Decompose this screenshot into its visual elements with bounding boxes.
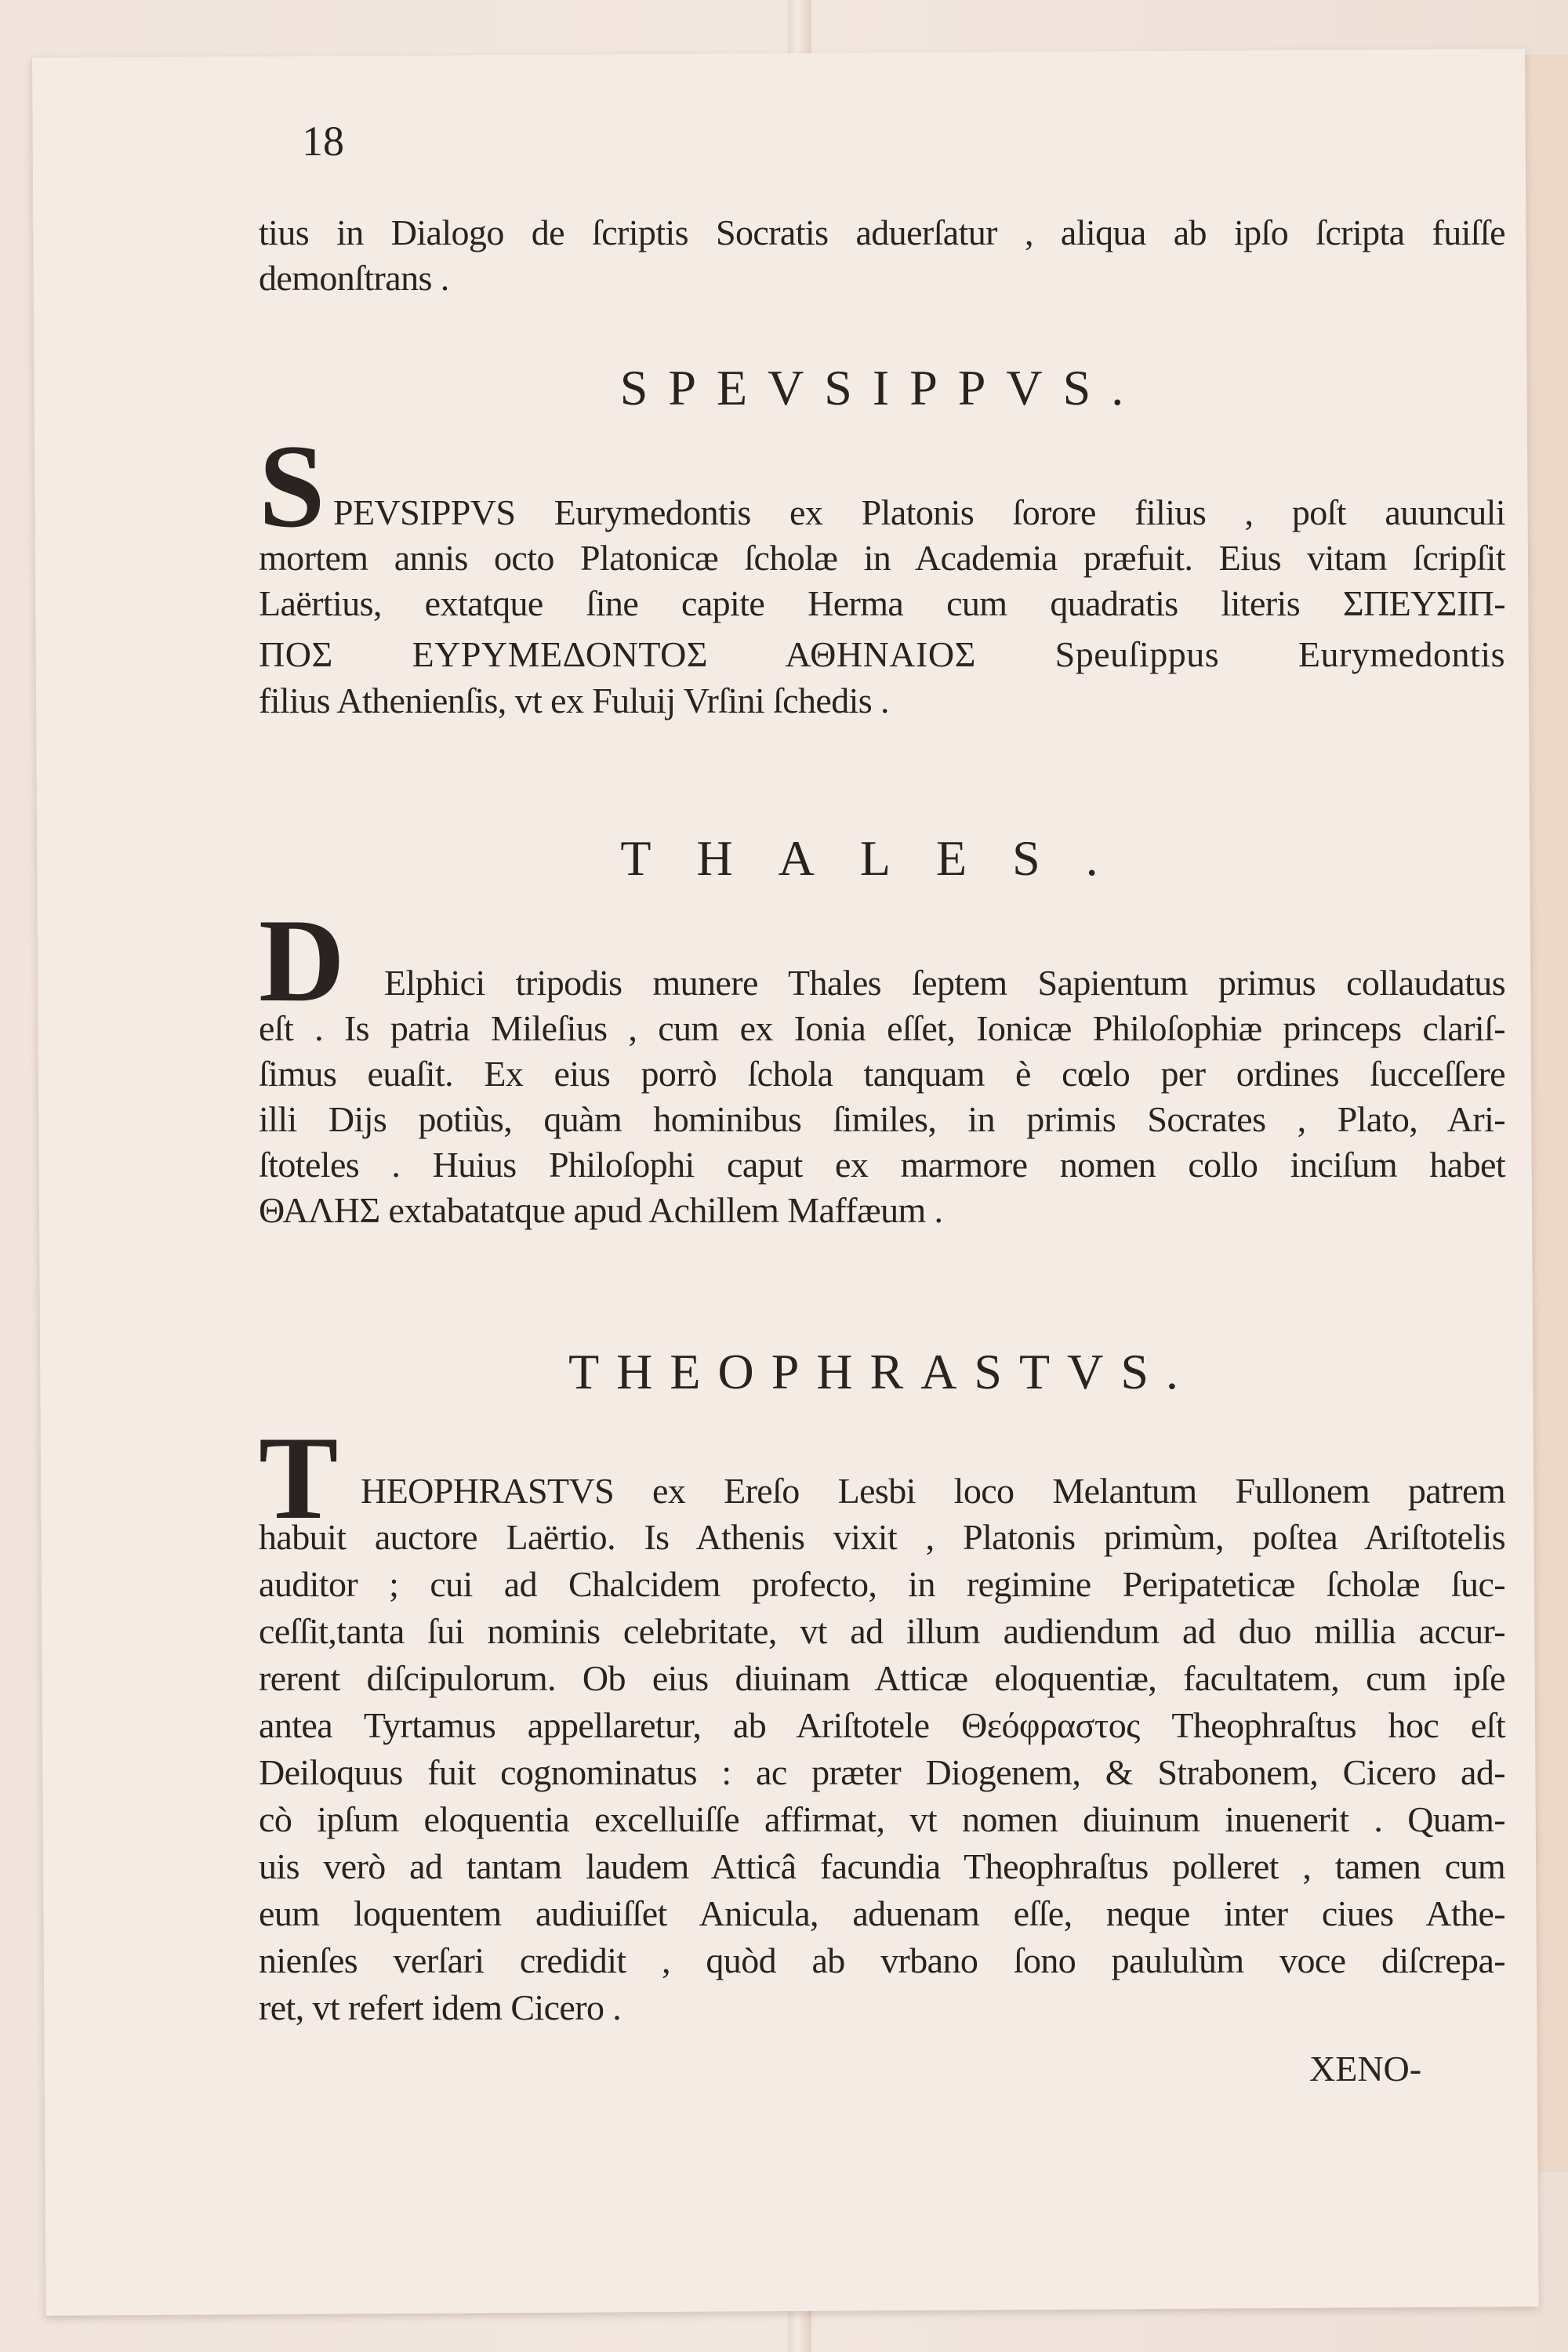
body-line: auditor ; cui ad Chalcidem profecto, in regimine Peripateticæ ſcholæ ſuc- — [259, 1564, 1505, 1604]
drop-cap: D — [259, 895, 345, 1026]
body-line: antea Tyrtamus appellaretur, ab Ariſtotele Θεόφραστος Theophraſtus hoc eſt — [259, 1705, 1505, 1745]
body-line: habuit auctore Laërtio. Is Athenis vixit , Platonis primùm, poſtea Ariſtotelis — [259, 1517, 1505, 1557]
body-line: ſtoteles . Huius Philoſophi caput ex marmore nomen collo inciſum habet — [259, 1145, 1505, 1185]
body-line: nienſes verſari credidit , quòd ab vrbano ſono paululùm voce diſcrepa- — [259, 1940, 1505, 1980]
body-line: PEVSIPPVS Eurymedontis ex Platonis ſorore filius , poſt auunculi — [333, 492, 1505, 532]
body-line: rerent diſcipulorum. Ob eius diuinam Atticæ eloquentiæ, facultatem, cum ipſe — [259, 1658, 1505, 1698]
body-line: Elphici tripodis munere Thales ſeptem Sapientum primus collaudatus — [384, 963, 1505, 1003]
intro-line: demonſtrans . — [259, 258, 449, 298]
section-heading-thales: THALES. — [620, 830, 1144, 886]
body-line: ceſſit,tanta ſui nominis celebritate, vt ad illum audiendum ad duo millia accur- — [259, 1611, 1505, 1651]
body-line: eum loquentem audiuiſſet Anicula, aduenam eſſe, neque inter ciues Athe- — [259, 1893, 1505, 1933]
body-line: ſimus euaſit. Ex eius porrò ſchola tanquam è cœlo per ordines ſucceſſere — [259, 1054, 1505, 1094]
body-line: filius Athenienſis, vt ex Fuluij Vrſini ſchedis . — [259, 681, 889, 720]
body-line: ret, vt refert idem Cicero . — [259, 1987, 622, 2027]
body-line: HEOPHRASTVS ex Ereſo Lesbi loco Melantum Fullonem patrem — [361, 1471, 1505, 1511]
intro-line: tius in Dialogo de ſcriptis Socratis aduerſatur , aliqua ab ipſo ſcripta fuiſſe — [259, 212, 1505, 252]
catchword: XENO- — [1309, 2049, 1422, 2089]
page-number: 18 — [302, 118, 344, 165]
body-line: illi Dijs potiùs, quàm hominibus ſimiles, in primis Socrates , Plato, Ari- — [259, 1099, 1505, 1139]
body-line: cò ipſum eloquentia excelluiſſe affirmat, vt nomen diuinum inuenerit . Quam- — [259, 1799, 1505, 1839]
body-line: Deiloquus fuit cognominatus : ac præter Diogenem, & Strabonem, Cicero ad- — [259, 1752, 1505, 1792]
body-line: ΠΟΣ ΕΥΡΥΜΕΔΟΝΤΟΣ ΑΘΗΝΑΙΟΣ Speuſippus Eurymedontis — [259, 634, 1505, 674]
body-line: eſt . Is patria Mileſius , cum ex Ionia eſſet, Ionicæ Philoſophiæ princeps clariſ- — [259, 1008, 1505, 1048]
drop-cap: S — [259, 420, 325, 552]
section-heading-speusippus: SPEVSIPPVS. — [619, 360, 1145, 416]
drop-cap: T — [259, 1412, 339, 1544]
body-line: mortem annis octo Platonicæ ſcholæ in Academia præfuit. Eius vitam ſcripſit — [259, 538, 1505, 578]
section-heading-theophrastus: THEOPHRASTVS. — [568, 1344, 1196, 1399]
body-line: ΘΑΛΗΣ extabatatque apud Achillem Maffæum . — [259, 1190, 943, 1230]
body-line: Laërtius, extatque ſine capite Herma cum quadratis literis ΣΠΕΥΣΙΠ- — [259, 583, 1505, 623]
body-line: uis verò ad tantam laudem Atticâ facundia Theophraſtus polleret , tamen cum — [259, 1846, 1505, 1886]
